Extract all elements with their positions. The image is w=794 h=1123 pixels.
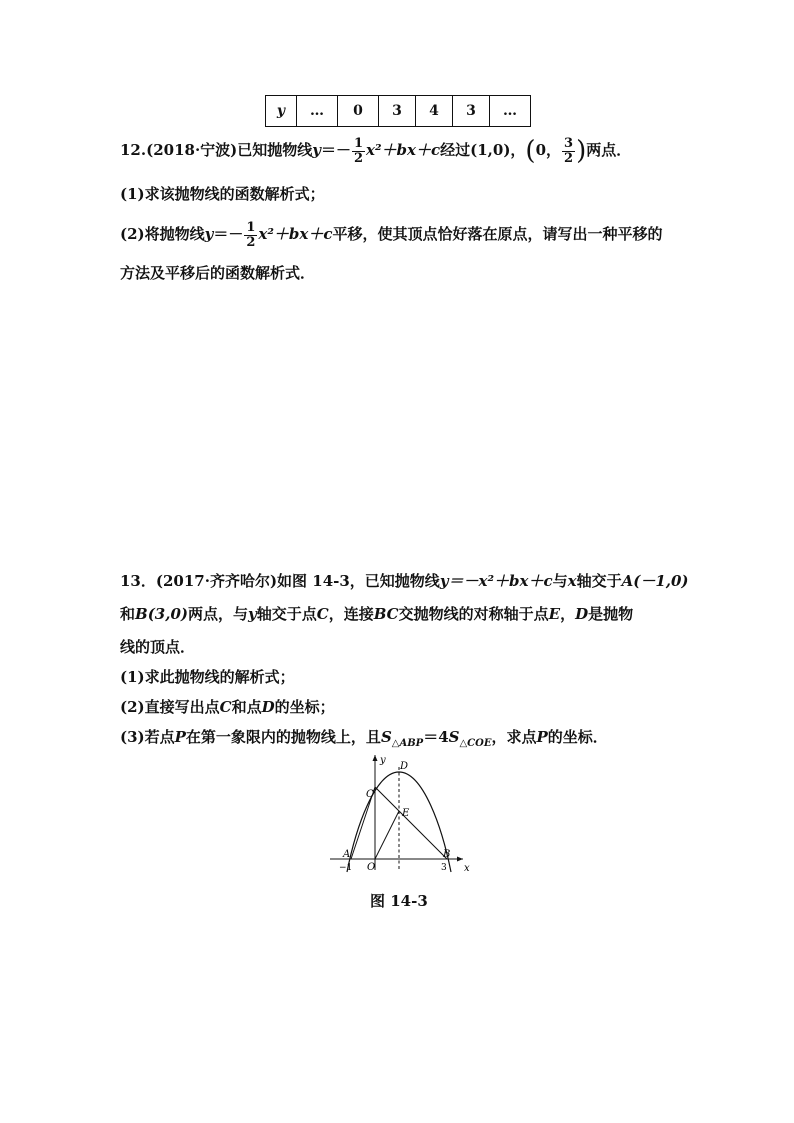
- q13-sub3-S2: S: [448, 728, 460, 746]
- label-C: C: [366, 789, 374, 800]
- table-cell: 3: [453, 96, 490, 127]
- q12-sub2-frac-num: 1: [246, 219, 256, 235]
- label-y: y: [380, 755, 386, 766]
- label-minus1: −1: [339, 863, 353, 873]
- q13-line2-f: ，: [560, 605, 576, 623]
- table-cell: y: [266, 96, 297, 127]
- q12-point-den: 2: [564, 150, 574, 166]
- q12-point-x: 0，: [535, 141, 562, 159]
- label-B: B: [443, 849, 451, 860]
- label-D: D: [400, 761, 409, 772]
- q12-eq-rest: x²＋bx＋c: [366, 141, 441, 159]
- q12-fraction: [352, 137, 365, 166]
- table-cell: 3: [379, 96, 416, 127]
- q13-sub1: (1)求此抛物线的解析式；: [120, 668, 295, 686]
- q13-line2-c: 轴交于点: [256, 605, 317, 623]
- table-cell: 4: [416, 96, 453, 127]
- q13-sub3-eq: ＝4: [423, 728, 449, 746]
- q13-sub3-S1: S: [380, 728, 392, 746]
- segment-OE: [375, 811, 399, 859]
- q12-sub2-b: 平移，使其顶点恰好落在原点，请写出一种平移的: [332, 225, 663, 243]
- q12-point-fraction: [562, 137, 575, 166]
- q12-sub2-eq-rest: x²＋bx＋c: [258, 225, 333, 243]
- q12-mid: 经过(1,0)，: [440, 141, 526, 159]
- q13-sub2-c: 的坐标；: [274, 698, 335, 716]
- q13-line2-D: D: [575, 605, 589, 623]
- table-row: [266, 96, 531, 127]
- q13-sub3-P: P: [174, 728, 186, 746]
- q13-line2-C: C: [316, 605, 329, 623]
- q13-line1: [120, 571, 689, 591]
- q13-line3: 线的顶点．: [120, 638, 196, 656]
- q12-sub1: (1)求该抛物线的函数解析式；: [120, 185, 325, 203]
- q12-frac-den: 2: [354, 150, 364, 166]
- q12-eq-y: y: [312, 141, 321, 159]
- y-axis-arrow: [373, 755, 378, 761]
- q13-line1-b: 与: [552, 572, 568, 590]
- q12-point-open: (: [525, 136, 536, 166]
- q13-line2-BC: BC: [373, 605, 399, 623]
- parabola-figure: [325, 752, 470, 877]
- q13-line1-A: A(－1,0): [621, 572, 689, 590]
- q13-line1-a: 13．(2017·齐齐哈尔)如图 14-3，已知抛物线: [120, 572, 440, 590]
- q12-point-num: 3: [564, 135, 574, 151]
- q13-sub2-a: (2)直接写出点: [120, 698, 220, 716]
- q13-sub3-b: 在第一象限内的抛物线上，且: [185, 728, 381, 746]
- q13-line2-y: y: [248, 605, 257, 623]
- q12-sub2-frac-den: 2: [246, 234, 256, 250]
- q13-line2: [120, 604, 633, 624]
- q12-lead: 12.(2018·宁波)已知抛物线: [120, 141, 313, 159]
- q13-line2-b: 两点，与: [187, 605, 248, 623]
- q13-line1-x: x: [567, 572, 577, 590]
- q12-eq-minus: ＝－: [320, 141, 351, 159]
- q12-sub2-a: (2)将抛物线: [120, 225, 205, 243]
- table-cell: …: [490, 96, 531, 127]
- q13-sub3-sub1: △ABP: [391, 738, 424, 749]
- q12-tail: 两点．: [586, 141, 632, 159]
- q13-line1-eq: y＝－x²＋bx＋c: [439, 572, 553, 590]
- q12-stem: [120, 132, 631, 169]
- q13-line2-E: E: [548, 605, 561, 623]
- values-table: [265, 95, 531, 127]
- q12-sub2-fraction: [244, 221, 257, 250]
- q13-sub2-C: C: [219, 698, 232, 716]
- figure-caption: 图 14-3: [370, 892, 428, 910]
- label-three: 3: [441, 863, 447, 873]
- x-axis-arrow: [457, 857, 463, 862]
- q12-frac-num: 1: [354, 135, 364, 151]
- q12-sub2-eq-y: y: [204, 225, 214, 243]
- q13-sub3-c: ，求点: [491, 728, 537, 746]
- label-E: E: [402, 808, 410, 819]
- q12-sub2-cont: 方法及平移后的函数解析式．: [120, 264, 316, 282]
- q13-sub3-d: 的坐标．: [547, 728, 608, 746]
- label-A: A: [343, 849, 351, 860]
- segment-BC: [375, 787, 447, 859]
- q13-line2-a: 和: [120, 605, 136, 623]
- q12-sub2: [120, 216, 663, 252]
- q13-line1-c: 轴交于: [576, 572, 622, 590]
- q13-line2-g: 是抛物: [588, 605, 634, 623]
- label-x: x: [464, 863, 470, 874]
- q13-line2-e: 交抛物线的对称轴于点: [398, 605, 549, 623]
- table-cell: 0: [338, 96, 379, 127]
- q13-sub3-P2: P: [536, 728, 548, 746]
- q13-sub3: [120, 727, 608, 754]
- q13-sub3-a: (3)若点: [120, 728, 175, 746]
- q12-point-close: ): [576, 136, 587, 166]
- q13-sub2-b: 和点: [231, 698, 262, 716]
- label-O: O: [367, 862, 376, 873]
- q13-line2-B: B(3,0): [135, 605, 188, 623]
- table-cell: …: [297, 96, 338, 127]
- q13-line2-d: ，连接: [328, 605, 374, 623]
- q13-sub2-D: D: [261, 698, 275, 716]
- q12-sub2-eq-minus: ＝－: [213, 225, 244, 243]
- q13-sub2: [120, 697, 335, 717]
- q13-sub3-sub2: △COE: [459, 738, 492, 749]
